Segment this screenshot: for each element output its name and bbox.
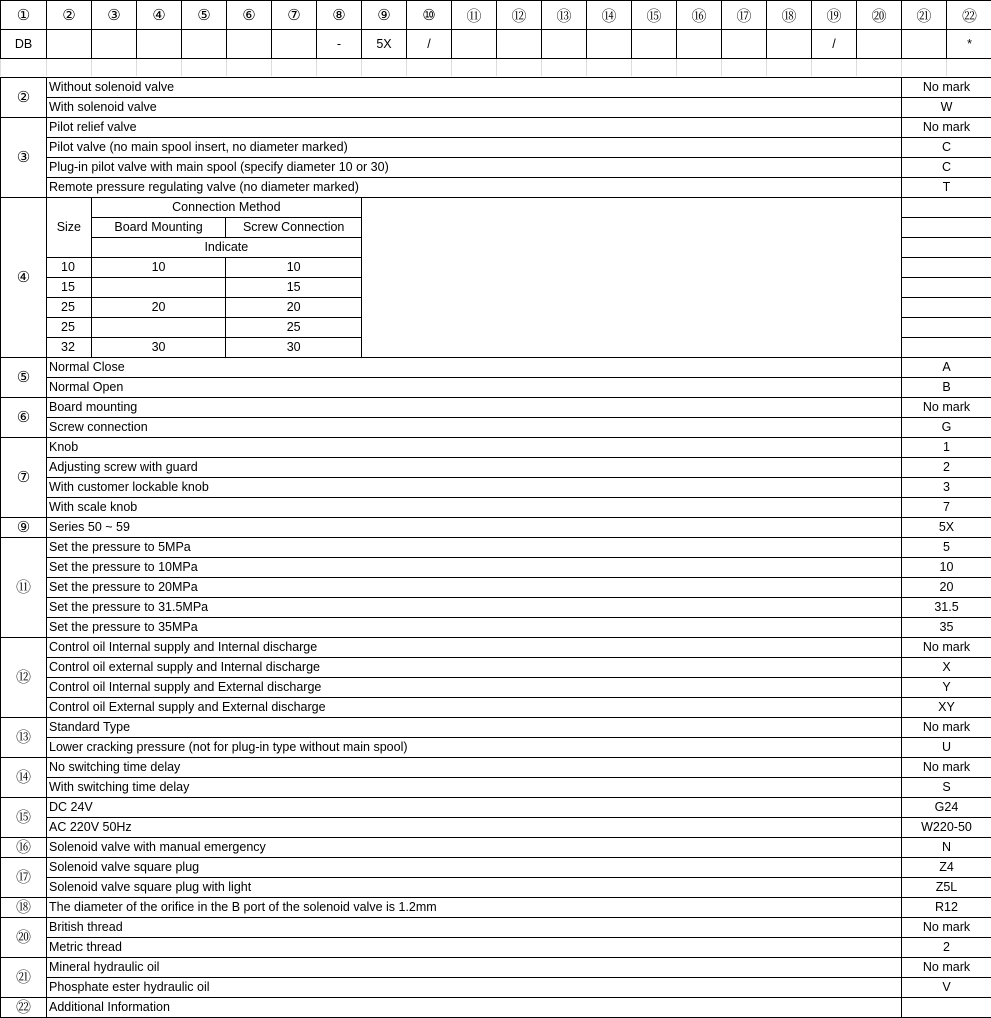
model-code-header	[0, 0, 991, 76]
code-value-cell	[182, 30, 227, 59]
option-description: Set the pressure to 20MPa	[47, 578, 902, 598]
code-value-cell	[137, 30, 182, 59]
code-cell	[902, 238, 991, 258]
spacer-cell	[272, 59, 317, 77]
code-value-cell	[857, 30, 902, 59]
section-number: ⑯	[1, 838, 47, 858]
position-number: ⑫	[497, 1, 542, 30]
option-code: No mark	[902, 398, 991, 418]
option-row	[1, 438, 991, 458]
option-code: No mark	[902, 718, 991, 738]
code-cell	[902, 198, 991, 218]
section-number: ⑪	[1, 538, 47, 638]
option-code: No mark	[902, 78, 991, 98]
size-header: Size	[47, 198, 91, 258]
option-description: Solenoid valve square plug with light	[47, 878, 902, 898]
option-row	[1, 718, 991, 738]
position-number: ⑱	[767, 1, 812, 30]
position-number: ⑰	[722, 1, 767, 30]
option-row	[1, 538, 991, 558]
option-code: Z5L	[902, 878, 991, 898]
option-row	[1, 938, 991, 958]
position-number: ⑦	[272, 1, 317, 30]
code-cell	[902, 218, 991, 238]
size-row	[47, 298, 362, 318]
option-row	[1, 918, 991, 938]
size-value: 25	[47, 318, 91, 338]
size-value: 10	[47, 258, 91, 278]
option-description: Set the pressure to 35MPa	[47, 618, 902, 638]
spacer-cell	[587, 59, 632, 77]
section-number: ②	[1, 78, 47, 118]
option-code: XY	[902, 698, 991, 718]
code-value-cell	[632, 30, 677, 59]
option-code: R12	[902, 898, 991, 918]
option-row	[1, 798, 991, 818]
option-row	[1, 478, 991, 498]
spacer-cell	[497, 59, 542, 77]
option-description: Set the pressure to 10MPa	[47, 558, 902, 578]
option-description: Solenoid valve with manual emergency	[47, 838, 902, 858]
code-value-cell	[452, 30, 497, 59]
position-number: ⑯	[677, 1, 722, 30]
option-code: No mark	[902, 638, 991, 658]
option-row	[1, 698, 991, 718]
screw-connection-value: 20	[226, 298, 362, 318]
option-description: Phosphate ester hydraulic oil	[47, 978, 902, 998]
position-number: ②	[47, 1, 92, 30]
option-description: Set the pressure to 31.5MPa	[47, 598, 902, 618]
option-description: With solenoid valve	[47, 98, 902, 118]
section-number: ⑦	[1, 438, 47, 518]
code-value-cell	[587, 30, 632, 59]
board-mounting-value	[91, 318, 226, 338]
spacer-cell	[632, 59, 677, 77]
screw-connection-header: Screw Connection	[226, 218, 362, 238]
option-row	[1, 518, 991, 538]
option-code: 31.5	[902, 598, 991, 618]
code-value-cell	[497, 30, 542, 59]
option-code: 35	[902, 618, 991, 638]
option-row	[1, 598, 991, 618]
option-code: X	[902, 658, 991, 678]
option-row	[1, 578, 991, 598]
code-value-cell	[902, 30, 947, 59]
spacer-cell	[137, 59, 182, 77]
option-code: No mark	[902, 918, 991, 938]
position-number: ⑮	[632, 1, 677, 30]
spacer-cell	[407, 59, 452, 77]
option-description: Knob	[47, 438, 902, 458]
option-description: Plug-in pilot valve with main spool (specify diameter 10 or 30)	[47, 158, 902, 178]
spacer-cell	[812, 59, 857, 77]
code-value-cell	[92, 30, 137, 59]
option-row	[1, 878, 991, 898]
option-row	[1, 998, 991, 1018]
code-value-cell: /	[407, 30, 452, 59]
spacer-cell	[47, 59, 92, 77]
code-value-cell: 5X	[362, 30, 407, 59]
board-mounting-value	[91, 278, 226, 298]
position-number: ⑤	[182, 1, 227, 30]
option-row	[1, 978, 991, 998]
option-description: Standard Type	[47, 718, 902, 738]
option-code: T	[902, 178, 991, 198]
code-value-cell: /	[812, 30, 857, 59]
section-number: ⑳	[1, 918, 47, 958]
spacer-cell	[947, 59, 991, 77]
option-row	[1, 858, 991, 878]
size-row	[47, 338, 362, 358]
position-number: ④	[137, 1, 182, 30]
option-code: S	[902, 778, 991, 798]
option-description: Screw connection	[47, 418, 902, 438]
section-number: ⑤	[1, 358, 47, 398]
option-description: The diameter of the orifice in the B port of the solenoid valve is 1.2mm	[47, 898, 902, 918]
option-code: 10	[902, 558, 991, 578]
option-code: 2	[902, 938, 991, 958]
option-description: With customer lockable knob	[47, 478, 902, 498]
option-code: W	[902, 98, 991, 118]
spacer-cell	[362, 59, 407, 77]
position-number: ⑭	[587, 1, 632, 30]
option-code: 1	[902, 438, 991, 458]
section-number: ⑮	[1, 798, 47, 838]
option-description: Normal Open	[47, 378, 902, 398]
option-code: A	[902, 358, 991, 378]
section-number: ⑨	[1, 518, 47, 538]
option-code: C	[902, 138, 991, 158]
screw-connection-value: 15	[226, 278, 362, 298]
spacer-cell	[722, 59, 767, 77]
option-row	[1, 78, 991, 98]
code-value-cell: -	[317, 30, 362, 59]
option-description: Series 50 ~ 59	[47, 518, 902, 538]
board-mounting-value: 20	[91, 298, 226, 318]
option-description: Without solenoid valve	[47, 78, 902, 98]
size-value: 32	[47, 338, 91, 358]
spacer-cell	[182, 59, 227, 77]
option-row	[1, 398, 991, 418]
spacer-cell	[92, 59, 137, 77]
section-number: ㉒	[1, 998, 47, 1018]
code-cell	[902, 278, 991, 298]
option-row	[1, 758, 991, 778]
code-value-cell	[767, 30, 812, 59]
size-connection-table	[47, 198, 362, 357]
option-code: Y	[902, 678, 991, 698]
position-number: ⑲	[812, 1, 857, 30]
option-row	[1, 618, 991, 638]
size-row	[47, 318, 362, 338]
option-row	[1, 838, 991, 858]
code-value-cell	[722, 30, 767, 59]
option-row	[1, 898, 991, 918]
option-description: Metric thread	[47, 938, 902, 958]
section-number: ⑱	[1, 898, 47, 918]
size-value: 25	[47, 298, 91, 318]
screw-connection-value: 25	[226, 318, 362, 338]
option-row	[1, 458, 991, 478]
position-number: ⑧	[317, 1, 362, 30]
option-description: AC 220V 50Hz	[47, 818, 902, 838]
option-code: 5	[902, 538, 991, 558]
option-description: With scale knob	[47, 498, 902, 518]
spacer-cell	[452, 59, 497, 77]
screw-connection-value: 30	[226, 338, 362, 358]
option-code: 7	[902, 498, 991, 518]
spacer-cell	[902, 59, 947, 77]
section-number: ③	[1, 118, 47, 198]
option-code: Z4	[902, 858, 991, 878]
code-value-cell	[542, 30, 587, 59]
option-description: Control oil Internal supply and External discharge	[47, 678, 902, 698]
option-code: W220-50	[902, 818, 991, 838]
option-description: Lower cracking pressure (not for plug-in type without main spool)	[47, 738, 902, 758]
code-value-cell: *	[947, 30, 991, 59]
option-description: Normal Close	[47, 358, 902, 378]
connection-method-header: Connection Method	[91, 198, 361, 218]
spacer-cell	[317, 59, 362, 77]
option-description: Additional Information	[47, 998, 902, 1018]
option-code: U	[902, 738, 991, 758]
position-number: ㉑	[902, 1, 947, 30]
position-number: ③	[92, 1, 137, 30]
option-description: Solenoid valve square plug	[47, 858, 902, 878]
option-code: G	[902, 418, 991, 438]
option-row	[1, 178, 991, 198]
section-number: ㉑	[1, 958, 47, 998]
option-row	[1, 678, 991, 698]
option-row	[1, 558, 991, 578]
option-code: No mark	[902, 758, 991, 778]
spacer-cell	[542, 59, 587, 77]
option-row	[1, 958, 991, 978]
board-mounting-value: 30	[91, 338, 226, 358]
option-description: Mineral hydraulic oil	[47, 958, 902, 978]
code-value-cell	[677, 30, 722, 59]
position-number: ⑬	[542, 1, 587, 30]
option-code: N	[902, 838, 991, 858]
board-mounting-value: 10	[91, 258, 226, 278]
section-number: ⑥	[1, 398, 47, 438]
option-code: C	[902, 158, 991, 178]
option-row	[1, 98, 991, 118]
indicate-header: Indicate	[91, 238, 361, 258]
option-row	[1, 118, 991, 138]
option-code: No mark	[902, 958, 991, 978]
option-row	[1, 778, 991, 798]
option-description: With switching time delay	[47, 778, 902, 798]
code-value-cell: DB	[1, 30, 47, 59]
option-row	[1, 358, 991, 378]
section-number: ④	[1, 198, 47, 358]
option-description: Control oil external supply and Internal discharge	[47, 658, 902, 678]
option-description: Pilot valve (no main spool insert, no diameter marked)	[47, 138, 902, 158]
option-description: Adjusting screw with guard	[47, 458, 902, 478]
option-code	[902, 998, 991, 1018]
option-row	[1, 738, 991, 758]
option-code: 2	[902, 458, 991, 478]
option-description: Board mounting	[47, 398, 902, 418]
section-number: ⑭	[1, 758, 47, 798]
option-code: 3	[902, 478, 991, 498]
option-row	[1, 498, 991, 518]
option-description: No switching time delay	[47, 758, 902, 778]
size-value: 15	[47, 278, 91, 298]
option-code: 20	[902, 578, 991, 598]
position-number: ⑪	[452, 1, 497, 30]
option-code: V	[902, 978, 991, 998]
size-row	[47, 278, 362, 298]
code-cell	[902, 318, 991, 338]
spacer-cell	[227, 59, 272, 77]
code-value-cell	[47, 30, 92, 59]
code-cell	[902, 338, 991, 358]
position-number: ①	[1, 1, 47, 30]
position-number: ⑩	[407, 1, 452, 30]
option-row	[1, 158, 991, 178]
option-description: Set the pressure to 5MPa	[47, 538, 902, 558]
code-cell	[902, 258, 991, 278]
option-row	[1, 138, 991, 158]
option-description: Control oil External supply and External discharge	[47, 698, 902, 718]
option-description: Control oil Internal supply and Internal discharge	[47, 638, 902, 658]
spacer-cell	[857, 59, 902, 77]
section-number: ⑫	[1, 638, 47, 718]
size-row	[47, 258, 362, 278]
option-code: G24	[902, 798, 991, 818]
code-cell	[902, 298, 991, 318]
section-number: ⑬	[1, 718, 47, 758]
option-description: Pilot relief valve	[47, 118, 902, 138]
option-row	[1, 638, 991, 658]
option-code: B	[902, 378, 991, 398]
position-number: ⑨	[362, 1, 407, 30]
board-mounting-header: Board Mounting	[91, 218, 226, 238]
size-table-container	[47, 198, 902, 358]
option-code: 5X	[902, 518, 991, 538]
code-value-cell	[272, 30, 317, 59]
section-number: ⑰	[1, 858, 47, 898]
option-description: DC 24V	[47, 798, 902, 818]
position-number: ⑥	[227, 1, 272, 30]
option-row	[1, 658, 991, 678]
option-description: British thread	[47, 918, 902, 938]
code-value-cell	[227, 30, 272, 59]
option-code: No mark	[902, 118, 991, 138]
position-number: ㉒	[947, 1, 991, 30]
option-row	[1, 818, 991, 838]
spacer-cell	[767, 59, 812, 77]
option-row	[1, 378, 991, 398]
option-row	[1, 418, 991, 438]
option-description: Remote pressure regulating valve (no diameter marked)	[47, 178, 902, 198]
position-number: ⑳	[857, 1, 902, 30]
spacer-cell	[677, 59, 722, 77]
screw-connection-value: 10	[226, 258, 362, 278]
specification-table	[0, 77, 991, 1018]
spacer-cell	[1, 59, 47, 77]
